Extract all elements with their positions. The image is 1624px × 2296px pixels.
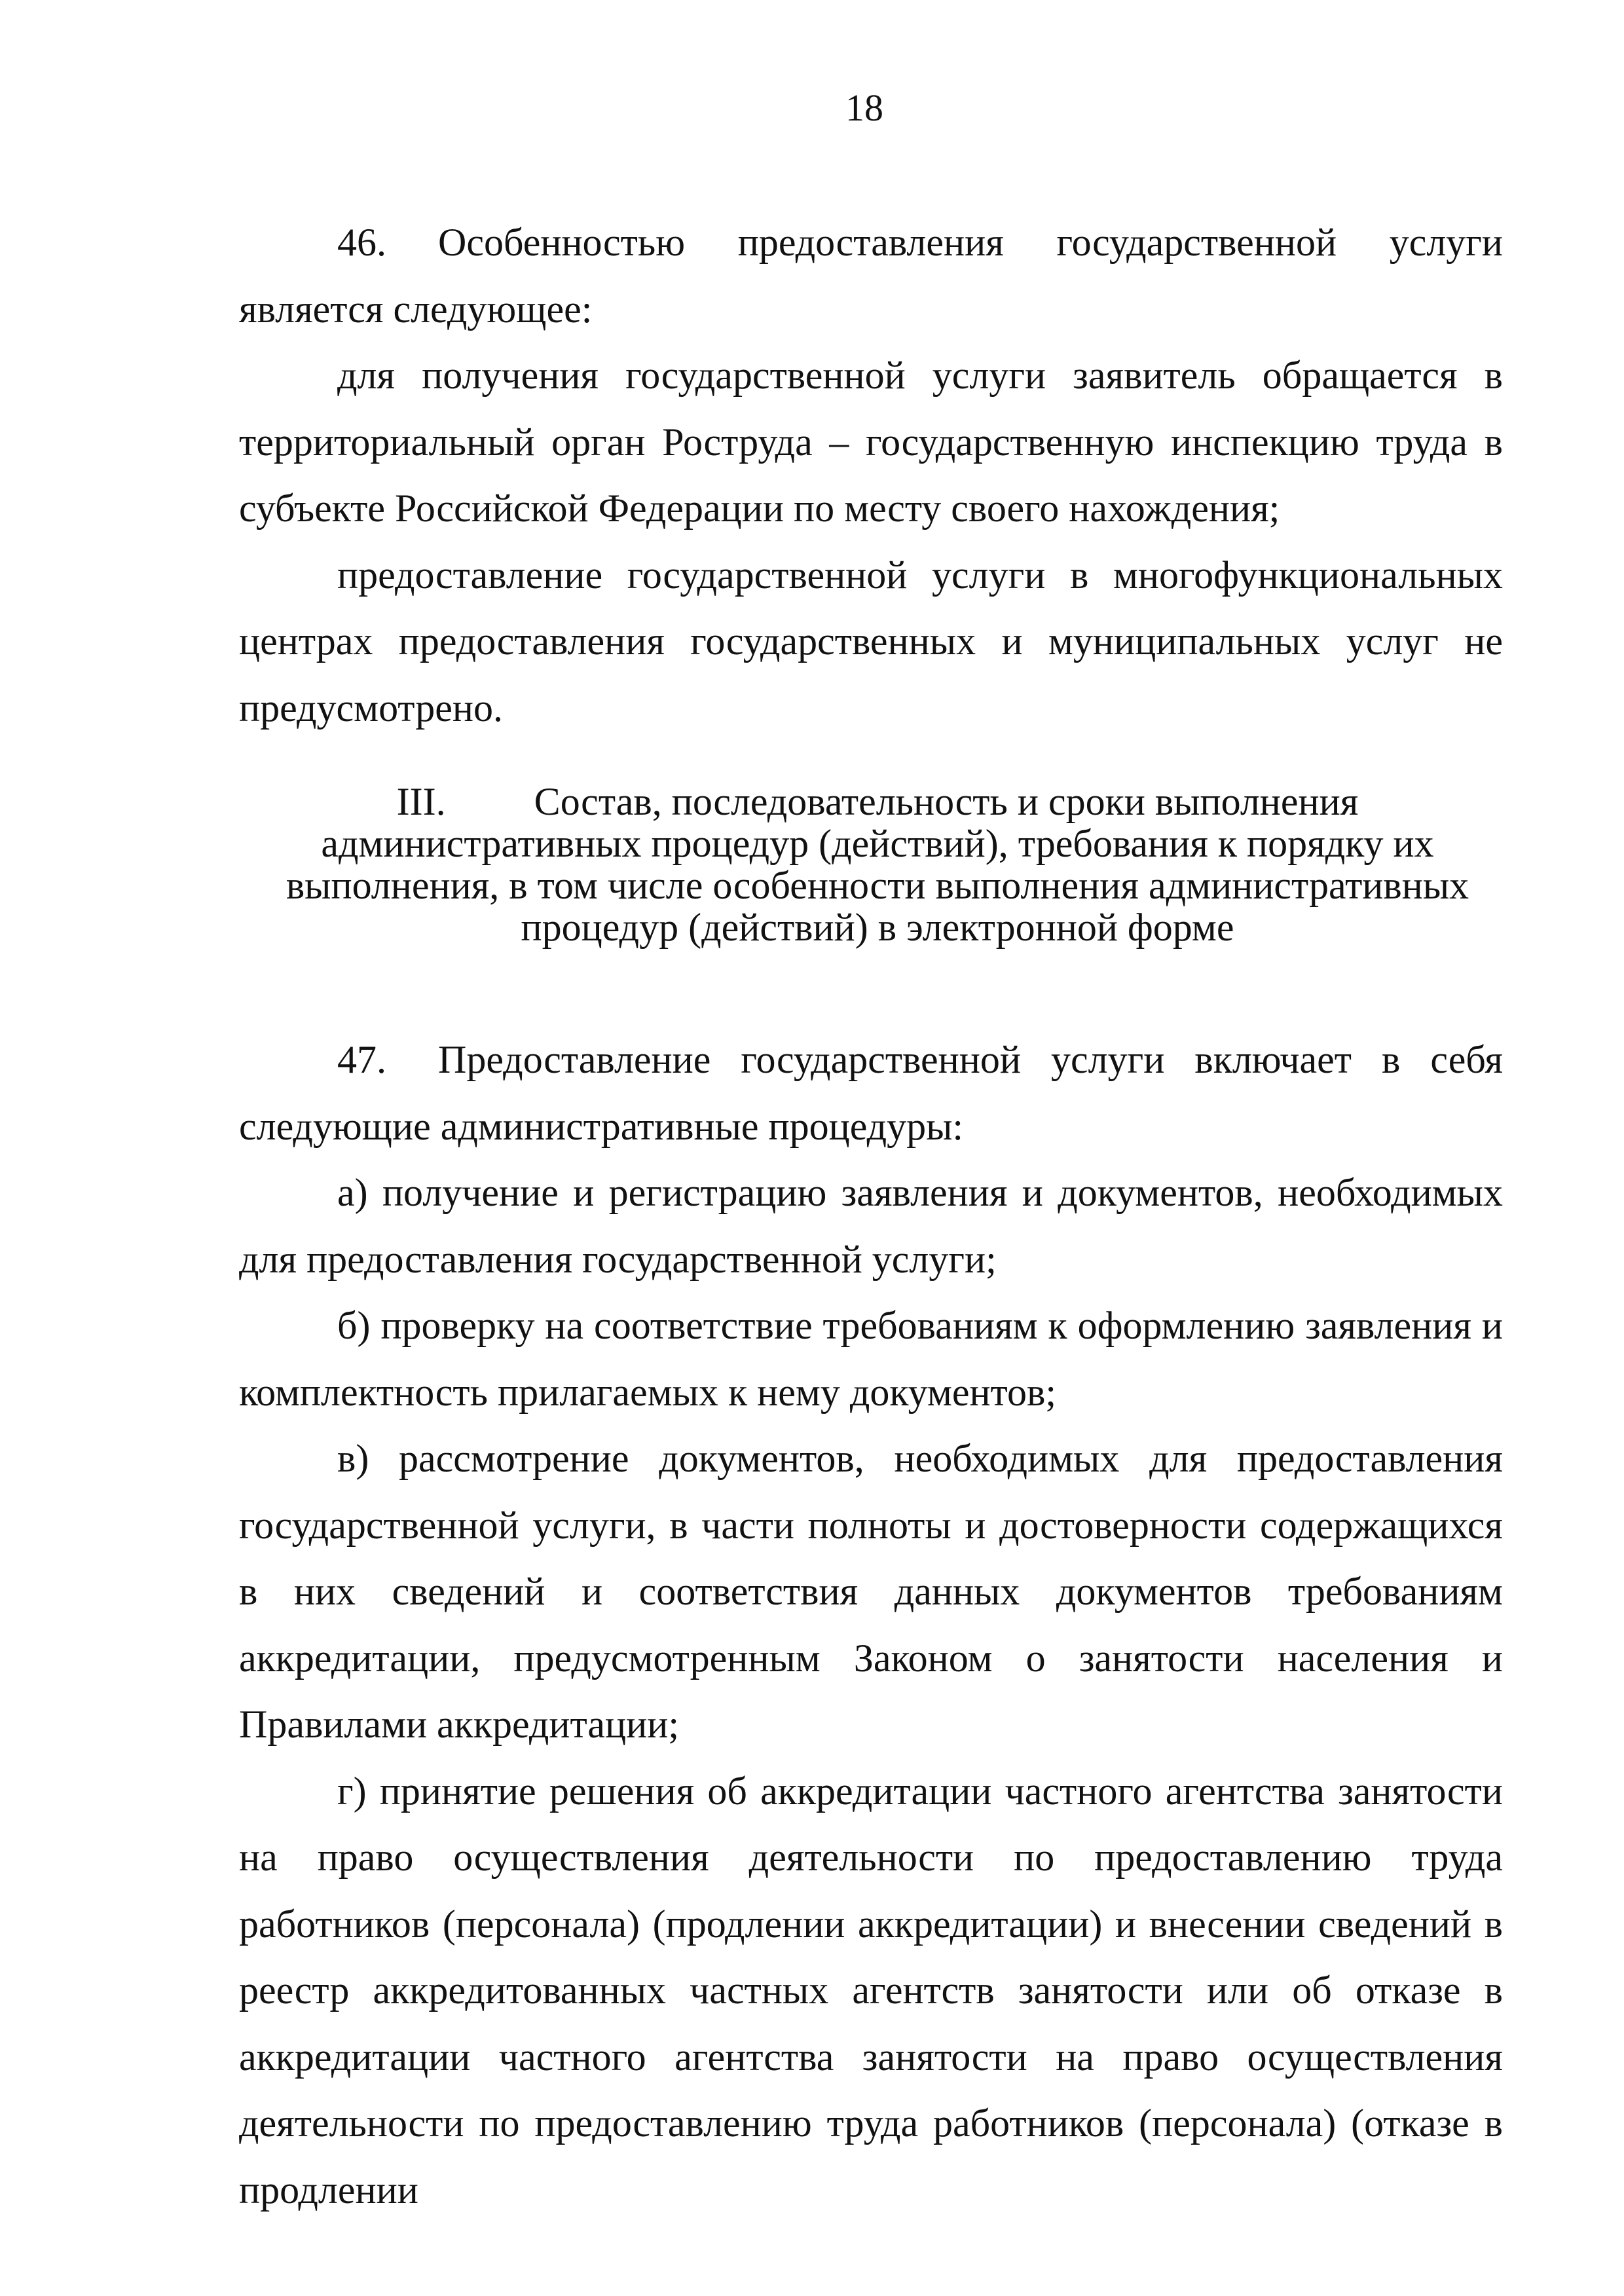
paragraph-46-applicant: для получения государственной услуги заявитель обращается в территориальный орган Роструда – государственную инспекцию труда в субъекте Российской Федерации по месту своего нахождения; <box>239 354 1503 530</box>
section-roman-numeral: III. <box>396 780 446 823</box>
paragraph-46 <box>239 210 1503 343</box>
page-number: 18 <box>845 86 883 129</box>
section-heading-line-3: выполнения, в том числе особенности выполнения административных <box>286 864 1469 907</box>
paragraph-47 <box>239 1027 1503 1160</box>
section-heading-line-2: административных процедур (действий), требования к порядку их <box>321 822 1434 865</box>
list-item-b: б) проверку на соответствие требованиям к оформлению заявления и комплектность прилагаемых к нему документов; <box>239 1304 1503 1414</box>
paragraph-text: Особенностью предоставления государственной услуги является следующее: <box>239 221 1503 331</box>
paragraph-46-mfc: предоставление государственной услуги в многофункциональных центрах предоставления государственных и муниципальных услуг не предусмотрено. <box>239 553 1503 730</box>
section-heading <box>239 741 1503 1027</box>
section-heading-line-4: процедур (действий) в электронной форме <box>521 906 1234 949</box>
document-body <box>239 210 1503 2223</box>
paragraph-number: 46. <box>337 221 386 264</box>
list-item-a: а) получение и регистрацию заявления и документов, необходимых для предоставления государственной услуги; <box>239 1171 1503 1281</box>
list-item-g: г) принятие решения об аккредитации частного агентства занятости на право осуществления деятельности по предоставлению труда работников (персонала) (продлении аккредитации) и внесении сведений в реестр аккредитованных частных агентств занятости или об отказе в аккредитации частного агентства занятости на право осуществления деятельности по предоставлению труда работников (персонала) (отказе в продлении <box>239 1769 1503 2212</box>
paragraph-number: 47. <box>337 1038 386 1081</box>
paragraph-text: Предоставление государственной услуги включает в себя следующие административные процедуры: <box>239 1038 1503 1148</box>
section-heading-title-start: Состав, последовательность и сроки выполнения <box>534 780 1359 823</box>
list-item-v: в) рассмотрение документов, необходимых для предоставления государственной услуги, в части полноты и достоверности содержащихся в них сведений и соответствия данных документов требованиям аккредитации, предусмотренным Законом о занятости населения и Правилами аккредитации; <box>239 1437 1503 1746</box>
section-heading-line-1 <box>252 781 1503 823</box>
